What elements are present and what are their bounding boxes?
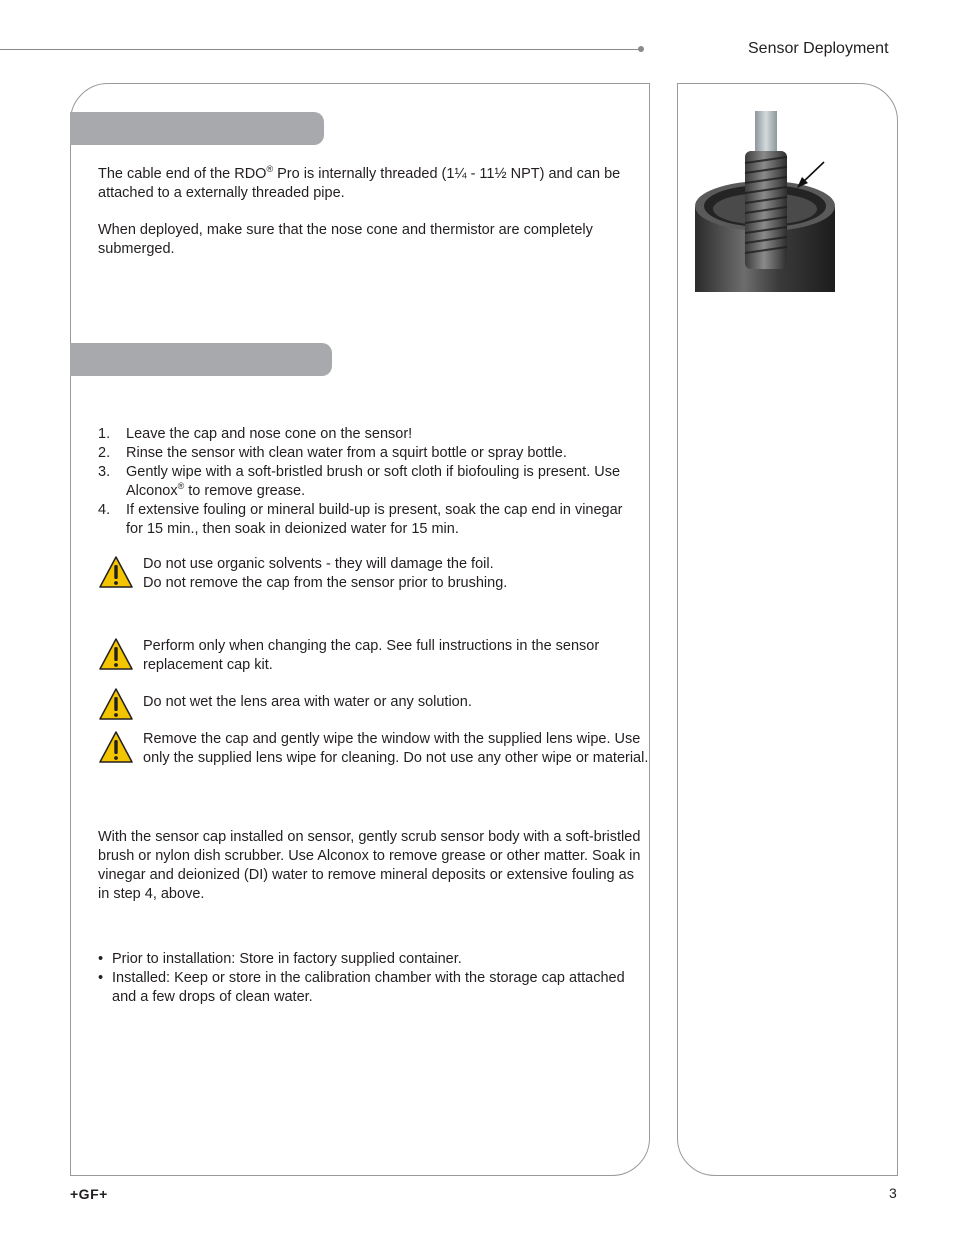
sensor-body-cleaning-paragraph: With the sensor cap installed on sensor, gently scrub sensor body with a soft-bristled brush or nylon dish scrubber. Use Alconox to remove grease or other matter. Soak in vinegar and deionized (DI) water to remove mineral deposits or extensive fouling as in step 4, above.: [98, 829, 641, 902]
cleaning-steps-list: [98, 425, 638, 539]
sensor-mounting-photo: [693, 111, 835, 292]
warning-icon: [98, 687, 134, 721]
list-item: 4. If extensive fouling or mineral build-up is present, soak the cap end in vinegar for 15 min., then soak in deionized water for 15 min.: [98, 502, 623, 537]
warning-icon: [98, 637, 134, 671]
deployment-paragraph-1: The cable end of the RDO® Pro is internally threaded (1¼ - 11½ NPT) and can be attached to a externally threaded pipe.: [98, 164, 621, 201]
storage-list: [98, 950, 632, 1007]
deployment-paragraph-2: When deployed, make sure that the nose cone and thermistor are completely submerged.: [98, 222, 593, 257]
list-item: • Prior to installation: Store in factory supplied container.: [98, 951, 462, 967]
section-title: Sensor Deployment: [748, 40, 889, 57]
warning-icon: [98, 730, 134, 764]
header-rule: [0, 49, 640, 50]
list-item: 2. Rinse the sensor with clean water from a squirt bottle or spray bottle.: [98, 445, 567, 461]
header-rule-dot: [638, 46, 644, 52]
gf-logo: +GF+: [70, 1186, 108, 1202]
maintenance-heading-bar: [70, 343, 332, 376]
list-item: • Installed: Keep or store in the calibration chamber with the storage cap attached and a few drops of clean water.: [98, 970, 625, 1005]
page-number: 3: [889, 1185, 897, 1201]
warning-icon: [98, 555, 134, 589]
deployment-heading-bar: [70, 112, 324, 145]
list-item: 1. Leave the cap and nose cone on the sensor!: [98, 426, 413, 442]
list-item: 3. Gently wipe with a soft-bristled brush or soft cloth if biofouling is present. Use Alconox® to remove grease.: [98, 464, 621, 499]
